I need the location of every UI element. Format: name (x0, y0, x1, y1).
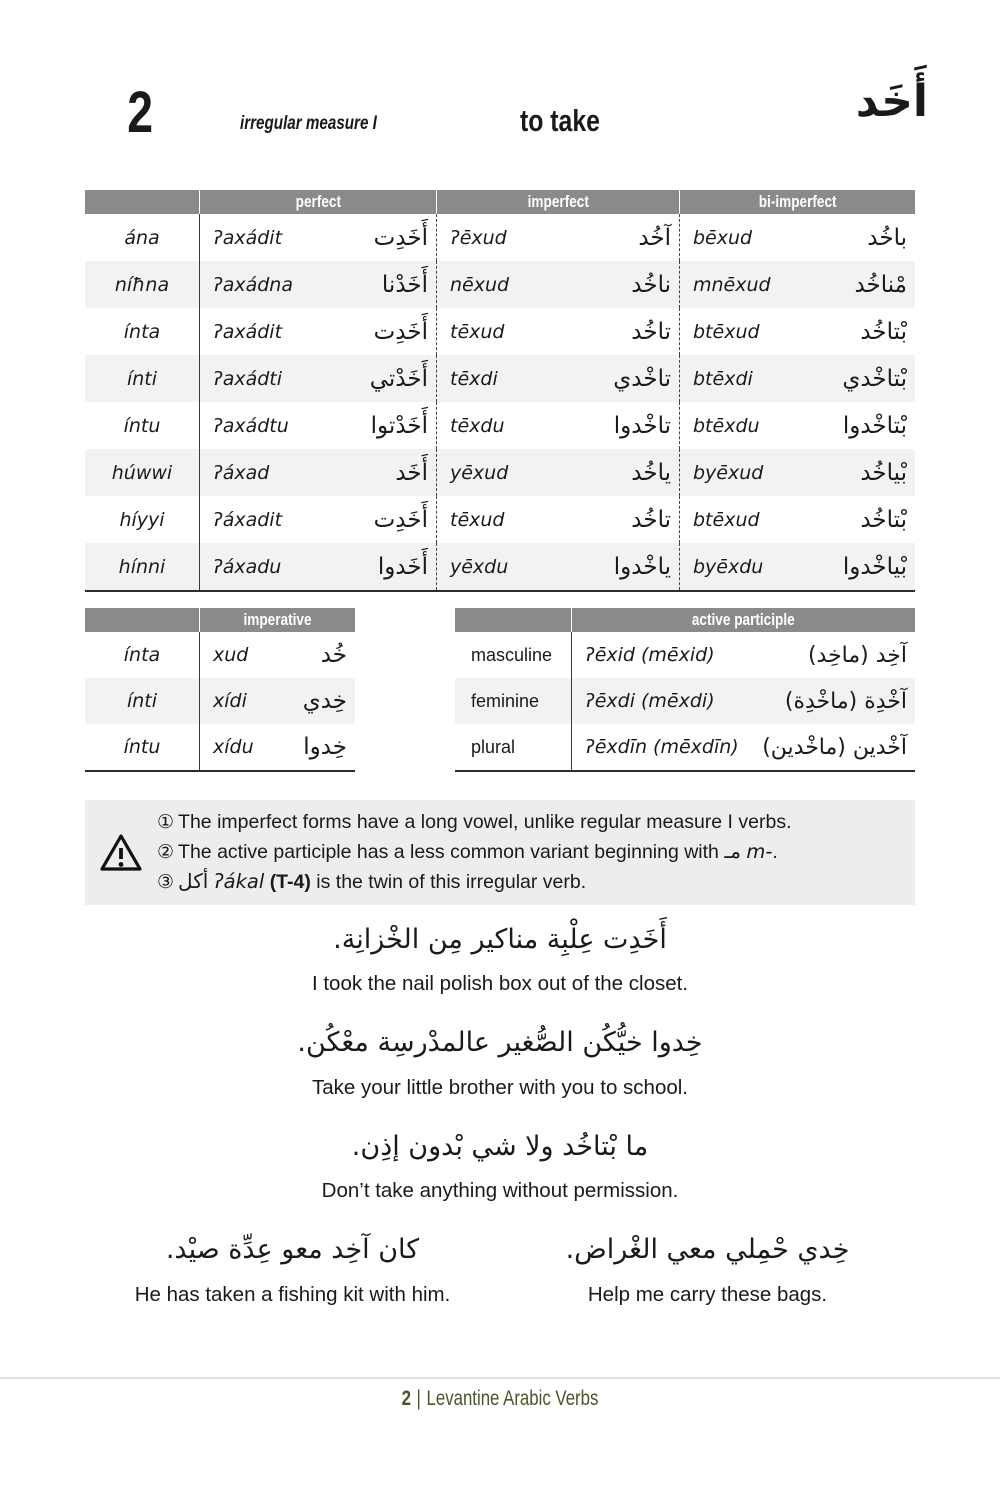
note-3: ③ أكل ʔákal (T-4) is the twin of this irregular verb. (157, 869, 587, 893)
imperfect-cell: yēxud ياخُد (437, 449, 680, 496)
imperfect-cell: yēxdu ياخْدوا (437, 543, 680, 590)
gender-label: plural (455, 724, 572, 770)
active-participle-table-body (455, 632, 915, 772)
header-spacer (455, 608, 572, 632)
header-perfect: perfect (200, 190, 437, 214)
lesson-number (124, 80, 156, 145)
warning-icon (85, 833, 157, 873)
example-1-english: I took the nail polish box out of the closet. (311, 972, 689, 995)
perfect-cell: ʔaxádit أَخَدِت (200, 214, 437, 261)
page-number: 2 (401, 1387, 411, 1410)
table-row (455, 632, 915, 678)
table-row (85, 632, 355, 678)
table-row (85, 402, 915, 449)
table-row (455, 678, 915, 724)
verb-title-arabic: أَخَد (855, 76, 928, 127)
pronoun-cell: híyyi (85, 496, 200, 543)
perfect-cell: ʔaxádna أَخَدْنا (200, 261, 437, 308)
imperative-table-header (85, 608, 355, 632)
imperfect-cell: tēxdu تاخْدوا (437, 402, 680, 449)
example-4-arabic: كان آخِد معو عِدِّة صيْد. (165, 1234, 420, 1265)
table-row (455, 724, 915, 770)
imperative-cell: xud خُد (213, 642, 347, 668)
imperative-cell: xídu خِدوا (213, 734, 347, 760)
bi-imperfect-cell: btēxud بْتاخُد (693, 318, 907, 345)
footer-divider (0, 1377, 1000, 1379)
header-bi-imperfect: bi-imperfect (758, 192, 837, 211)
perfect-cell: ʔaxádtu أَخَدْتوا (200, 402, 437, 449)
imperfect-cell: nēxud ناخُد (437, 261, 680, 308)
table-row (85, 543, 915, 590)
measure-text: irregular measure I (240, 113, 377, 134)
conjugation-table-header (85, 190, 915, 214)
table-row (85, 261, 915, 308)
imperative-cell: xídi خِدي (213, 688, 347, 714)
pronoun-cell: íntu (85, 402, 200, 449)
pronoun-cell: ínta (85, 632, 200, 678)
example-5-arabic: خِدي حْمِلي معي الغْراض. (565, 1234, 850, 1265)
header-imperfect: imperfect (437, 190, 680, 214)
active-participle-table-header (455, 608, 915, 632)
imperative-table-body (85, 632, 355, 772)
example-pair-arabic (85, 1232, 915, 1267)
imperative-table (85, 608, 355, 772)
header-active-participle: active participle (692, 610, 795, 629)
bi-imperfect-cell: btēxdi بْتاخْدي (693, 365, 907, 392)
note-1: ① The imperfect forms have a long vowel, unlike regular measure I verbs. (157, 811, 792, 833)
pronoun-cell: ínti (85, 355, 200, 402)
perfect-cell: ʔáxad أَخَد (200, 449, 437, 496)
verb-title-english-text: to take (520, 103, 600, 138)
note-2: ② The active participle has a less common variant beginning with مـ m-. (157, 839, 778, 863)
example-5-english: Help me carry these bags. (587, 1283, 828, 1306)
example-3-arabic: ما بْتاخُد ولا شي بْدون إذِن. (351, 1131, 649, 1162)
bi-imperfect-cell: byēxud بْياخُد (693, 459, 907, 486)
imperfect-cell: tēxdi تاخْدي (437, 355, 680, 402)
gender-label: feminine (455, 678, 572, 724)
bi-imperfect-cell: btēxud بْتاخُد (693, 506, 907, 533)
pronoun-cell: hínni (85, 543, 200, 590)
active-participle-table (455, 608, 915, 772)
conjugation-table (85, 190, 915, 592)
perfect-cell: ʔaxádit أَخَدِت (200, 308, 437, 355)
gender-label: masculine (455, 632, 572, 678)
pronoun-cell: níħna (85, 261, 200, 308)
example-2-english: Take your little brother with you to school. (311, 1076, 689, 1099)
imperfect-cell: tēxud تاخُد (437, 496, 680, 543)
bi-imperfect-cell: bēxud باخُد (693, 224, 907, 251)
table-row (85, 449, 915, 496)
footer-separator: | (416, 1387, 421, 1410)
bi-imperfect-cell: byēxdu بْياخْدوا (693, 553, 907, 580)
book-title: Levantine Arabic Verbs (426, 1387, 599, 1410)
notes-text (157, 808, 915, 897)
participle-cell: ʔēxdīn (mēxdīn) آخْدين (ماخْدين) (585, 734, 907, 760)
bi-imperfect-cell: mnēxud مْناخُد (693, 271, 907, 298)
table-row (85, 678, 355, 724)
table-row (85, 308, 915, 355)
measure-label (240, 113, 411, 135)
table-row (85, 214, 915, 261)
pronoun-cell: íntu (85, 724, 200, 770)
pronoun-cell: ínta (85, 308, 200, 355)
pronoun-cell: húwwi (85, 449, 200, 496)
perfect-cell: ʔáxadu أَخَدوا (200, 543, 437, 590)
example-3-english: Don’t take anything without permission. (321, 1179, 679, 1202)
verb-title-english (420, 103, 700, 139)
footer (0, 1387, 1000, 1411)
table-row (85, 496, 915, 543)
table-row (85, 724, 355, 770)
perfect-cell: ʔaxádti أَخَدْتي (200, 355, 437, 402)
table-row (85, 355, 915, 402)
notes-box (85, 800, 915, 905)
perfect-cell: ʔáxadit أَخَدِت (200, 496, 437, 543)
example-pair-english (85, 1283, 915, 1307)
participle-cell: ʔēxdi (mēxdi) آخْدِة (ماخْدِة) (585, 688, 907, 714)
imperfect-cell: tēxud تاخُد (437, 308, 680, 355)
header-spacer (85, 190, 200, 214)
bi-imperfect-cell: btēxdu بْتاخْدوا (693, 412, 907, 439)
participle-cell: ʔēxid (mēxid) آخِد (ماخِد) (585, 642, 907, 668)
pronoun-cell: ínti (85, 678, 200, 724)
example-1-arabic: أَخَدِت عِلْبِة مناكير مِن الخْزانِة. (333, 924, 667, 955)
conjugation-table-body (85, 214, 915, 592)
imperfect-cell: ʔēxud آخُد (437, 214, 680, 261)
pronoun-cell: ána (85, 214, 200, 261)
header-spacer (85, 608, 200, 632)
lesson-number-text: 2 (127, 80, 154, 145)
header-imperative: imperative (243, 610, 312, 629)
example-4-english: He has taken a fishing kit with him. (134, 1283, 451, 1306)
example-2-arabic: خِدوا خيُّكُن الصُّغير عالمدْرسِة معْكُن. (297, 1027, 703, 1058)
